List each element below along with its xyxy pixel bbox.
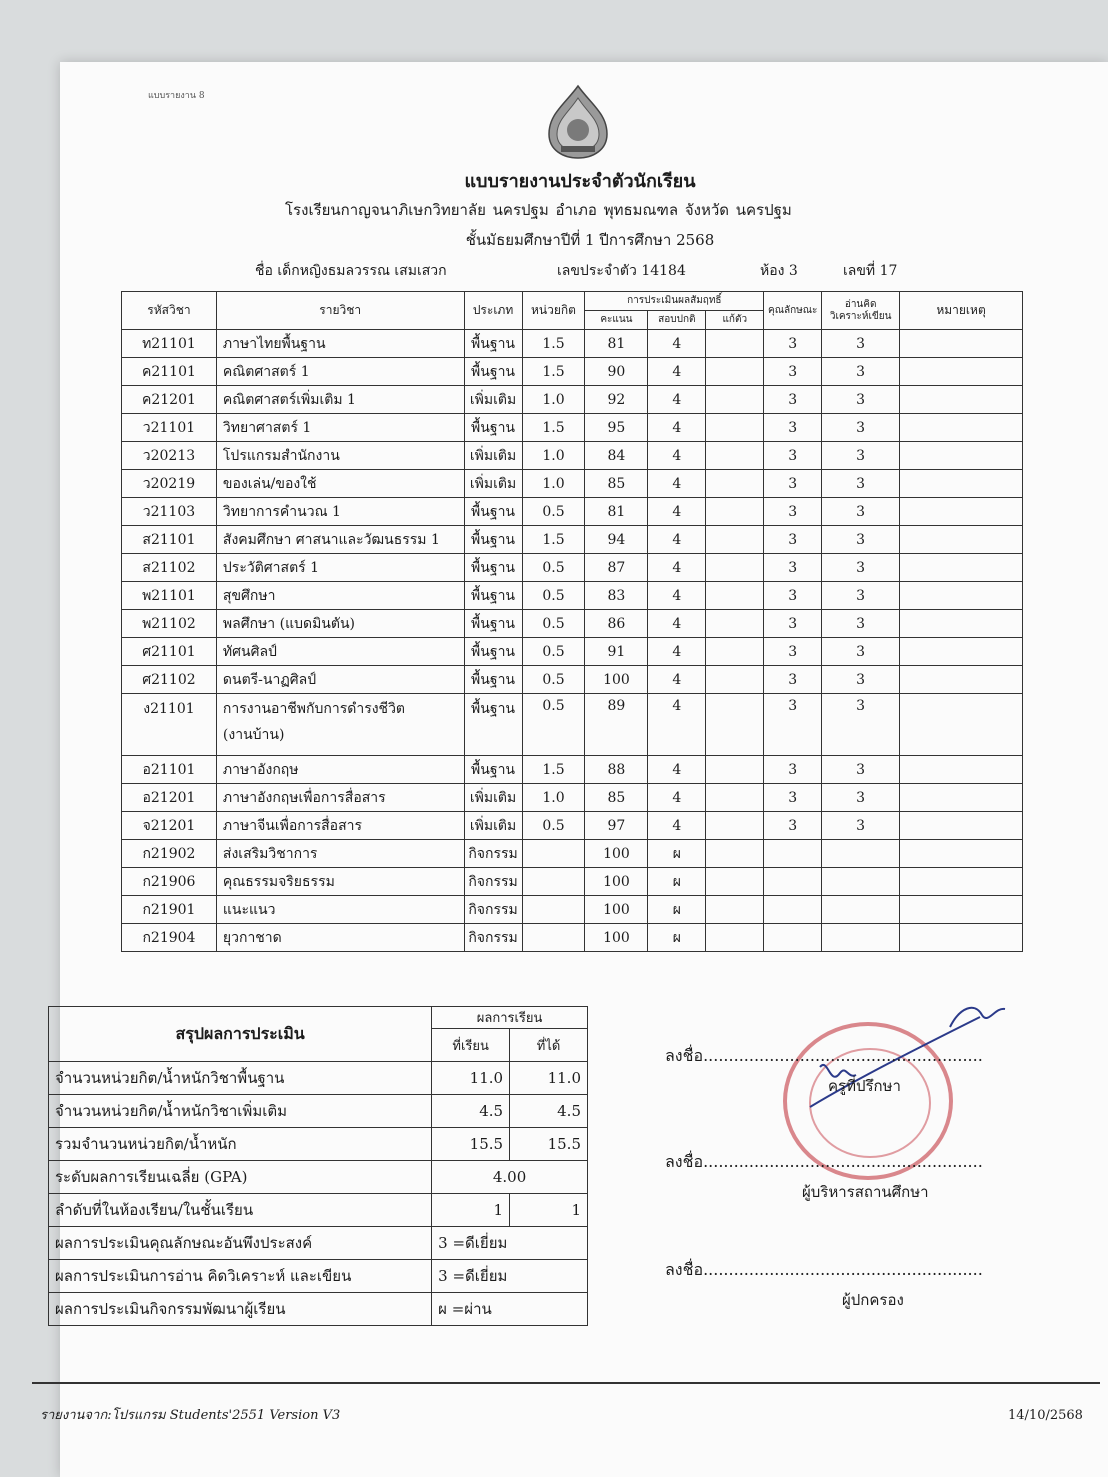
subject-reading: 3 xyxy=(822,442,900,470)
subject-credits xyxy=(522,896,585,924)
subject-code: ค21201 xyxy=(122,386,217,414)
table-row xyxy=(122,812,1023,840)
reading-label: ผลการประเมินการอ่าน คิดวิเคราะห์ และเขียน xyxy=(49,1260,432,1293)
subject-retake xyxy=(706,554,764,582)
document-title: แบบรายงานประจำตัวนักเรียน xyxy=(464,171,696,192)
table-row xyxy=(122,470,1023,498)
trait-label: ผลการประเมินคุณลักษณะอันพึงประสงค์ xyxy=(49,1227,432,1260)
subject-grade: 4 xyxy=(648,442,706,470)
subject-grade: 4 xyxy=(648,330,706,358)
subject-type: พื้นฐาน xyxy=(464,666,522,694)
subject-type: เพิ่มเติม xyxy=(464,386,522,414)
subject-grade: 4 xyxy=(648,414,706,442)
subject-remark xyxy=(900,554,1023,582)
subject-grade: 4 xyxy=(648,386,706,414)
subject-code: ว20213 xyxy=(122,442,217,470)
subject-remark xyxy=(900,526,1023,554)
subject-trait: 3 xyxy=(764,694,822,756)
student-id: เลขประจำตัว 14184 xyxy=(557,263,686,279)
subject-code: พ21101 xyxy=(122,582,217,610)
subject-credits: 0.5 xyxy=(522,610,585,638)
subject-type: กิจกรรม xyxy=(464,840,522,868)
subject-retake xyxy=(706,840,764,868)
table-row xyxy=(122,896,1023,924)
subject-name: คณิตศาสตร์ 1 xyxy=(216,358,464,386)
subject-name: ภาษาจีนเพื่อการสื่อสาร xyxy=(216,812,464,840)
subject-name: คณิตศาสตร์เพิ่มเติม 1 xyxy=(216,386,464,414)
table-row xyxy=(122,756,1023,784)
table-row xyxy=(122,498,1023,526)
subject-type: พื้นฐาน xyxy=(464,694,522,756)
subject-credits: 1.5 xyxy=(522,414,585,442)
header-reading-top: อ่านคิด xyxy=(844,299,877,310)
summary-title: สรุปผลการประเมิน xyxy=(49,1007,432,1062)
subject-score: 91 xyxy=(585,638,648,666)
form-number: แบบรายงาน 8 xyxy=(148,91,205,101)
subject-remark xyxy=(900,756,1023,784)
subject-type: พื้นฐาน xyxy=(464,638,522,666)
subject-retake xyxy=(706,638,764,666)
teacher-role: ครูที่ปรึกษา xyxy=(828,1077,901,1095)
subject-code: ส21102 xyxy=(122,554,217,582)
subject-code: อ21101 xyxy=(122,756,217,784)
summary-table xyxy=(48,1006,588,1326)
subject-name: ดนตรี-นาฏศิลป์ xyxy=(216,666,464,694)
subject-retake xyxy=(706,784,764,812)
header-code: รหัสวิชา xyxy=(122,292,217,330)
gpa-value: 4.00 xyxy=(432,1161,588,1194)
subject-code: ศ21101 xyxy=(122,638,217,666)
header-remark: หมายเหตุ xyxy=(900,292,1023,330)
subject-score: 88 xyxy=(585,756,648,784)
subject-grade: ผ xyxy=(648,868,706,896)
parent-sign-line: ลงชื่อ....................................................... xyxy=(665,1260,983,1279)
subject-credits xyxy=(522,840,585,868)
table-row xyxy=(122,924,1023,952)
subject-remark xyxy=(900,386,1023,414)
subject-code: ค21101 xyxy=(122,358,217,386)
subject-reading: 3 xyxy=(822,526,900,554)
subject-score: 95 xyxy=(585,414,648,442)
subject-trait: 3 xyxy=(764,812,822,840)
subject-credits: 1.5 xyxy=(522,526,585,554)
subject-grade: 4 xyxy=(648,638,706,666)
rank-label: ลำดับที่ในห้องเรียน/ในชั้นเรียน xyxy=(49,1194,432,1227)
subject-grade: ผ xyxy=(648,896,706,924)
subject-retake xyxy=(706,694,764,756)
subject-trait: 3 xyxy=(764,442,822,470)
subject-remark xyxy=(900,638,1023,666)
subject-name: พลศึกษา (แบดมินตัน) xyxy=(216,610,464,638)
extra-credits-earned: 4.5 xyxy=(510,1095,588,1128)
subject-remark xyxy=(900,868,1023,896)
trait-value: 3 =ดีเยี่ยม xyxy=(432,1227,588,1260)
basic-credits-label: จำนวนหน่วยกิต/น้ำหนักวิชาพื้นฐาน xyxy=(49,1062,432,1095)
subject-credits: 0.5 xyxy=(522,582,585,610)
subject-retake xyxy=(706,924,764,952)
subject-code: จ21201 xyxy=(122,812,217,840)
subject-retake xyxy=(706,756,764,784)
subject-score: 85 xyxy=(585,470,648,498)
subject-type: พื้นฐาน xyxy=(464,526,522,554)
student-number: เลขที่ 17 xyxy=(843,263,898,279)
subject-name: สุขศึกษา xyxy=(216,582,464,610)
subject-trait: 3 xyxy=(764,470,822,498)
subject-retake xyxy=(706,442,764,470)
table-row xyxy=(122,554,1023,582)
header-reading-bottom: วิเคราะห์เขียน xyxy=(829,310,892,322)
subject-type: พื้นฐาน xyxy=(464,610,522,638)
subject-code: ส21101 xyxy=(122,526,217,554)
subject-reading: 3 xyxy=(822,582,900,610)
report-date: 14/10/2568 xyxy=(1008,1408,1083,1423)
subject-type: กิจกรรม xyxy=(464,868,522,896)
subject-trait xyxy=(764,924,822,952)
school-line: โรงเรียนกาญจนาภิเษกวิทยาลัย นครปฐม อำเภอ พุทธมณฑล จังหวัด นครปฐม xyxy=(285,201,792,219)
subject-score: 81 xyxy=(585,498,648,526)
subject-grade: 4 xyxy=(648,498,706,526)
class-line: ชั้นมัธยมศึกษาปีที่ 1 ปีการศึกษา 2568 xyxy=(465,231,715,249)
table-row xyxy=(122,414,1023,442)
subject-type: พื้นฐาน xyxy=(464,498,522,526)
subject-remark xyxy=(900,896,1023,924)
table-row xyxy=(122,784,1023,812)
subject-credits: 0.5 xyxy=(522,554,585,582)
subject-credits: 0.5 xyxy=(522,812,585,840)
subject-credits: 1.0 xyxy=(522,442,585,470)
subject-grade: 4 xyxy=(648,582,706,610)
report-source: รายงานจาก:โปรแกรม Students'2551 Version V3 xyxy=(40,1408,341,1423)
subject-grade: 4 xyxy=(648,694,706,756)
subject-remark xyxy=(900,610,1023,638)
subject-credits: 1.5 xyxy=(522,756,585,784)
subject-remark xyxy=(900,694,1023,756)
subject-trait: 3 xyxy=(764,666,822,694)
table-row xyxy=(122,638,1023,666)
activity-label: ผลการประเมินกิจกรรมพัฒนาผู้เรียน xyxy=(49,1293,432,1326)
table-row xyxy=(122,840,1023,868)
table-row xyxy=(122,386,1023,414)
subject-credits: 1.5 xyxy=(522,358,585,386)
summary-result-header: ผลการเรียน xyxy=(432,1007,588,1029)
subject-reading: 3 xyxy=(822,812,900,840)
basic-credits-enrolled: 11.0 xyxy=(432,1062,510,1095)
subject-trait: 3 xyxy=(764,756,822,784)
subject-name: โปรแกรมสำนักงาน xyxy=(216,442,464,470)
table-row xyxy=(122,358,1023,386)
table-row xyxy=(122,694,1023,756)
subject-remark xyxy=(900,330,1023,358)
subject-retake xyxy=(706,330,764,358)
table-row xyxy=(122,442,1023,470)
subject-name: ภาษาอังกฤษเพื่อการสื่อสาร xyxy=(216,784,464,812)
subject-retake xyxy=(706,868,764,896)
subject-trait: 3 xyxy=(764,554,822,582)
subject-reading: 3 xyxy=(822,694,900,756)
subject-name-line2: (งานบ้าน) xyxy=(222,727,285,743)
subject-type: พื้นฐาน xyxy=(464,756,522,784)
subject-score: 87 xyxy=(585,554,648,582)
subject-reading: 3 xyxy=(822,638,900,666)
subject-name xyxy=(216,694,464,756)
activity-value: ผ =ผ่าน xyxy=(432,1293,588,1326)
subject-type: เพิ่มเติม xyxy=(464,442,522,470)
subject-retake xyxy=(706,666,764,694)
subject-score: 100 xyxy=(585,924,648,952)
header-credits: หน่วยกิต xyxy=(522,292,585,330)
header-score: คะแนน xyxy=(585,311,648,330)
school-emblem-icon xyxy=(543,84,613,160)
subject-trait xyxy=(764,868,822,896)
footer-divider xyxy=(32,1382,1100,1384)
subject-code: ง21101 xyxy=(122,694,217,756)
header-retake: แก้ตัว xyxy=(706,311,764,330)
header-subject: รายวิชา xyxy=(216,292,464,330)
subject-trait: 3 xyxy=(764,330,822,358)
header-achievement: การประเมินผลสัมฤทธิ์ xyxy=(585,292,764,311)
subject-score: 100 xyxy=(585,666,648,694)
table-row xyxy=(122,868,1023,896)
subject-code: ก21906 xyxy=(122,868,217,896)
subject-remark xyxy=(900,924,1023,952)
subject-remark xyxy=(900,840,1023,868)
total-credits-label: รวมจำนวนหน่วยกิต/น้ำหนัก xyxy=(49,1128,432,1161)
gpa-label: ระดับผลการเรียนเฉลี่ย (GPA) xyxy=(49,1161,432,1194)
extra-credits-label: จำนวนหน่วยกิต/น้ำหนักวิชาเพิ่มเติม xyxy=(49,1095,432,1128)
subject-retake xyxy=(706,896,764,924)
subject-code: ก21901 xyxy=(122,896,217,924)
table-row xyxy=(122,330,1023,358)
teacher-sign-line: ลงชื่อ....................................................... xyxy=(665,1046,983,1065)
subject-type: พื้นฐาน xyxy=(464,554,522,582)
subject-type: กิจกรรม xyxy=(464,924,522,952)
subject-score: 100 xyxy=(585,868,648,896)
subject-grade: 4 xyxy=(648,784,706,812)
total-credits-earned: 15.5 xyxy=(510,1128,588,1161)
director-sign-line: ลงชื่อ....................................................... xyxy=(665,1152,983,1171)
summary-col-earned: ที่ได้ xyxy=(510,1029,588,1062)
subject-score: 100 xyxy=(585,840,648,868)
subject-retake xyxy=(706,386,764,414)
subject-remark xyxy=(900,358,1023,386)
subject-retake xyxy=(706,526,764,554)
subject-retake xyxy=(706,358,764,386)
subject-remark xyxy=(900,414,1023,442)
subject-credits: 0.5 xyxy=(522,498,585,526)
subject-trait: 3 xyxy=(764,638,822,666)
room: ห้อง 3 xyxy=(760,263,798,279)
header-trait: คุณลักษณะ xyxy=(764,292,822,330)
subject-reading: 3 xyxy=(822,784,900,812)
subject-retake xyxy=(706,414,764,442)
subject-score: 85 xyxy=(585,784,648,812)
subject-code: อ21201 xyxy=(122,784,217,812)
subject-score: 84 xyxy=(585,442,648,470)
subject-code: ก21902 xyxy=(122,840,217,868)
subject-score: 94 xyxy=(585,526,648,554)
subject-name: ประวัติศาสตร์ 1 xyxy=(216,554,464,582)
header-type: ประเภท xyxy=(464,292,522,330)
subject-grade: 4 xyxy=(648,526,706,554)
subject-retake xyxy=(706,812,764,840)
subject-trait: 3 xyxy=(764,526,822,554)
subject-type: เพิ่มเติม xyxy=(464,470,522,498)
grades-table xyxy=(121,291,1023,952)
subject-reading: 3 xyxy=(822,358,900,386)
subject-remark xyxy=(900,470,1023,498)
subject-name: สังคมศึกษา ศาสนาและวัฒนธรรม 1 xyxy=(216,526,464,554)
subject-reading: 3 xyxy=(822,470,900,498)
table-row xyxy=(122,610,1023,638)
basic-credits-earned: 11.0 xyxy=(510,1062,588,1095)
subject-retake xyxy=(706,498,764,526)
subject-name: วิทยาการคำนวณ 1 xyxy=(216,498,464,526)
subject-name: ของเล่น/ของใช้ xyxy=(216,470,464,498)
subject-reading: 3 xyxy=(822,666,900,694)
student-name: ชื่อ เด็กหญิงธมลวรรณ เสมเสวก xyxy=(255,263,447,279)
subject-credits: 1.5 xyxy=(522,330,585,358)
subject-trait: 3 xyxy=(764,582,822,610)
subject-reading: 3 xyxy=(822,414,900,442)
table-row xyxy=(122,526,1023,554)
subject-name-line1: การงานอาชีพกับการดำรงชีวิต xyxy=(222,701,406,717)
subject-name: คุณธรรมจริยธรรม xyxy=(216,868,464,896)
subject-credits xyxy=(522,868,585,896)
subject-name: ภาษาอังกฤษ xyxy=(216,756,464,784)
subject-retake xyxy=(706,610,764,638)
subject-reading xyxy=(822,896,900,924)
subject-name: ส่งเสริมวิชาการ xyxy=(216,840,464,868)
report-page xyxy=(40,62,1108,1477)
subject-reading: 3 xyxy=(822,756,900,784)
subject-type: พื้นฐาน xyxy=(464,582,522,610)
header-reading xyxy=(822,292,900,330)
subject-trait: 3 xyxy=(764,358,822,386)
subject-reading xyxy=(822,840,900,868)
subject-reading: 3 xyxy=(822,330,900,358)
subject-grade: ผ xyxy=(648,924,706,952)
subject-type: กิจกรรม xyxy=(464,896,522,924)
subject-score: 92 xyxy=(585,386,648,414)
subject-remark xyxy=(900,812,1023,840)
rank-class: 1 xyxy=(510,1194,588,1227)
subject-name: ภาษาไทยพื้นฐาน xyxy=(216,330,464,358)
summary-col-enrolled: ที่เรียน xyxy=(432,1029,510,1062)
subject-score: 90 xyxy=(585,358,648,386)
subject-reading: 3 xyxy=(822,554,900,582)
subject-credits: 0.5 xyxy=(522,666,585,694)
subject-name: ทัศนศิลป์ xyxy=(216,638,464,666)
subject-type: เพิ่มเติม xyxy=(464,812,522,840)
subject-grade: 4 xyxy=(648,358,706,386)
subject-grade: 4 xyxy=(648,610,706,638)
total-credits-enrolled: 15.5 xyxy=(432,1128,510,1161)
subject-trait: 3 xyxy=(764,784,822,812)
rank-room: 1 xyxy=(432,1194,510,1227)
subject-type: พื้นฐาน xyxy=(464,330,522,358)
table-row xyxy=(122,666,1023,694)
subject-type: เพิ่มเติม xyxy=(464,784,522,812)
subject-code: ก21904 xyxy=(122,924,217,952)
subject-score: 81 xyxy=(585,330,648,358)
subject-trait: 3 xyxy=(764,414,822,442)
subject-reading: 3 xyxy=(822,610,900,638)
subject-grade: 4 xyxy=(648,554,706,582)
subject-score: 86 xyxy=(585,610,648,638)
subject-code: ว21103 xyxy=(122,498,217,526)
subject-score: 100 xyxy=(585,896,648,924)
subject-code: ว20219 xyxy=(122,470,217,498)
subject-trait: 3 xyxy=(764,610,822,638)
subject-reading xyxy=(822,868,900,896)
subject-credits: 0.5 xyxy=(522,694,585,756)
subject-trait xyxy=(764,896,822,924)
extra-credits-enrolled: 4.5 xyxy=(432,1095,510,1128)
subject-credits: 1.0 xyxy=(522,470,585,498)
subject-code: ท21101 xyxy=(122,330,217,358)
subject-grade: 4 xyxy=(648,756,706,784)
subject-remark xyxy=(900,784,1023,812)
subject-grade: 4 xyxy=(648,812,706,840)
subject-name: แนะแนว xyxy=(216,896,464,924)
subject-remark xyxy=(900,582,1023,610)
subject-credits: 1.0 xyxy=(522,386,585,414)
subject-retake xyxy=(706,582,764,610)
subject-remark xyxy=(900,442,1023,470)
subject-credits: 1.0 xyxy=(522,784,585,812)
subject-code: ว21101 xyxy=(122,414,217,442)
header-normal: สอบปกติ xyxy=(648,311,706,330)
parent-role: ผู้ปกครอง xyxy=(842,1291,904,1309)
subject-trait xyxy=(764,840,822,868)
subject-type: พื้นฐาน xyxy=(464,414,522,442)
subject-reading: 3 xyxy=(822,498,900,526)
subject-score: 97 xyxy=(585,812,648,840)
subject-trait: 3 xyxy=(764,386,822,414)
subject-code: ศ21102 xyxy=(122,666,217,694)
subject-retake xyxy=(706,470,764,498)
subject-credits xyxy=(522,924,585,952)
reading-value: 3 =ดีเยี่ยม xyxy=(432,1260,588,1293)
subject-reading xyxy=(822,924,900,952)
subject-reading: 3 xyxy=(822,386,900,414)
subject-grade: 4 xyxy=(648,470,706,498)
director-role: ผู้บริหารสถานศึกษา xyxy=(802,1183,929,1201)
subject-grade: ผ xyxy=(648,840,706,868)
subject-name: ยุวกาชาด xyxy=(216,924,464,952)
subject-trait: 3 xyxy=(764,498,822,526)
subject-type: พื้นฐาน xyxy=(464,358,522,386)
subject-remark xyxy=(900,666,1023,694)
subject-remark xyxy=(900,498,1023,526)
subject-score: 83 xyxy=(585,582,648,610)
table-row xyxy=(122,582,1023,610)
subject-credits: 0.5 xyxy=(522,638,585,666)
subject-code: พ21102 xyxy=(122,610,217,638)
subject-score: 89 xyxy=(585,694,648,756)
subject-grade: 4 xyxy=(648,666,706,694)
subject-name: วิทยาศาสตร์ 1 xyxy=(216,414,464,442)
